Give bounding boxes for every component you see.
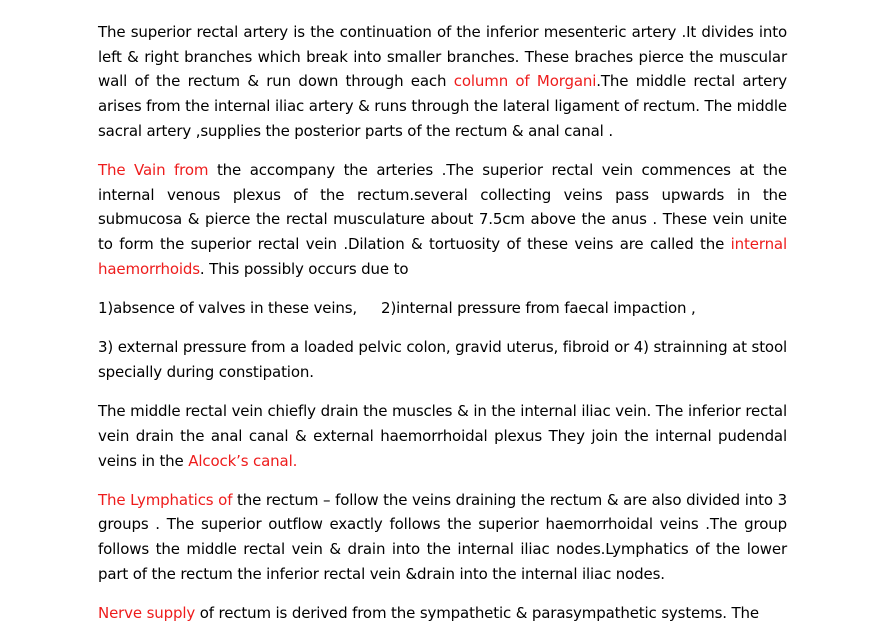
highlighted-heading-nerve-supply: Nerve supply <box>98 604 196 623</box>
paragraph-text: The superior rectal artery is the continuation of the inferior mesenteric artery .It divides into left & right branches which break into smaller branches. These braches pierce the muscular wall of the rectum & run down through each <box>98 23 787 91</box>
paragraph-text: of rectum is derived from the sympathetic & parasympathetic systems. The <box>195 604 759 623</box>
paragraph-arterial-supply <box>98 20 787 144</box>
cause-items-3-4: 3) external pressure from a loaded pelvic colon, gravid uterus, fibroid or 4) strainning at stool specially during constipation. <box>98 338 787 381</box>
highlighted-term-column-of-morgani: column of Morgani <box>453 72 597 91</box>
highlighted-term-internal-haemorrhoids: internal haemorrhoids <box>98 235 787 278</box>
causes-list-line-1 <box>98 296 787 321</box>
paragraph-lymphatics <box>98 488 787 587</box>
document-page <box>98 20 787 626</box>
paragraph-venous-drainage <box>98 158 787 282</box>
highlighted-heading-the-vain-from: The Vain from <box>98 161 209 180</box>
paragraph-text: .The middle rectal artery arises from the internal iliac artery & runs through the lateral ligament of rectum. The middle sacral artery ,supplies the posterior parts of the rectum & anal canal . <box>98 72 787 140</box>
paragraph-text: the rectum – follow the veins draining the rectum & are also divided into 3 groups . The superior outflow exactly follows the superior haemorrhoidal veins .The group follows the middle rectal vein & drain into the internal iliac nodes.Lymphatics of the lower part of the rectum the inferior rectal vein &drain into the internal iliac nodes. <box>98 490 787 583</box>
paragraph-middle-inferior-veins <box>98 399 787 473</box>
paragraph-text: The middle rectal vein chiefly drain the muscles & in the internal iliac vein. The inferior rectal vein drain the anal canal & external haemorrhoidal plexus They join the internal pudendal veins in the <box>98 402 787 470</box>
paragraph-nerve-supply <box>98 601 787 626</box>
cause-item-1: 1)absence of valves in these veins, <box>98 299 358 318</box>
causes-list-line-2 <box>98 335 787 384</box>
cause-item-2: 2)internal pressure from faecal impaction , <box>381 299 696 318</box>
paragraph-text: . This possibly occurs due to <box>199 259 409 278</box>
highlighted-term-alcocks-canal: Alcock’s canal. <box>188 451 298 470</box>
paragraph-text: the accompany the arteries .The superior rectal vein commences at the internal venous plexus of the rectum.several collecting veins pass upwards in the submucosa & pierce the rectal musculature about 7.5cm above the anus . These vein unite to form the superior rectal vein .Dilation & tortuosity of these veins are called the <box>98 161 787 254</box>
highlighted-heading-lymphatics: The Lymphatics of <box>98 490 233 509</box>
